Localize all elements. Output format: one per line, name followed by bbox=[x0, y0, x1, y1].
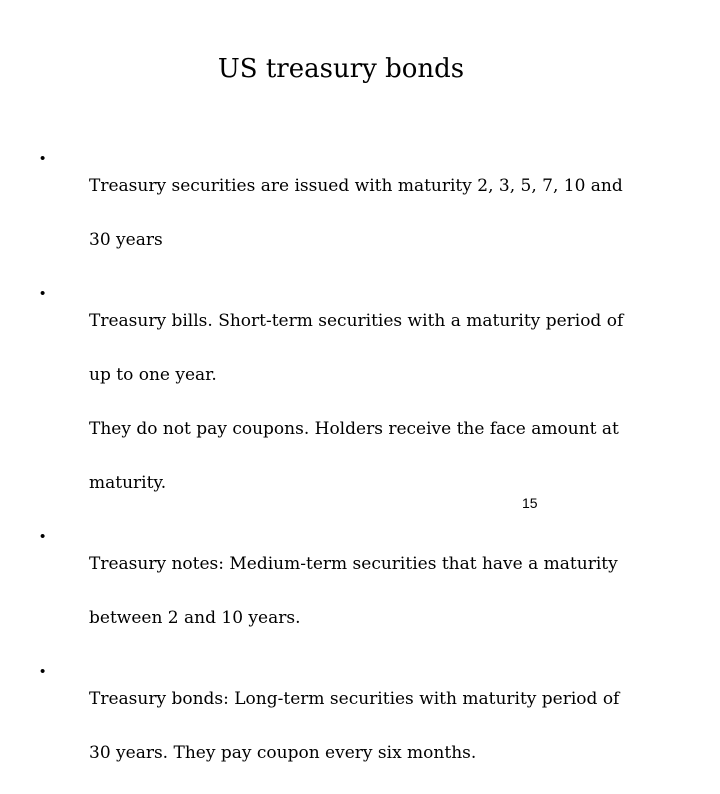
slide-title: US treasury bonds bbox=[217, 54, 465, 84]
bullet-line: They do not pay coupons. Holders receive the face amount at bbox=[89, 419, 619, 439]
bullet-text bbox=[89, 146, 640, 281]
bullet-marker: • bbox=[40, 528, 46, 545]
bullet-line: 30 years bbox=[89, 230, 163, 250]
bullet-list bbox=[40, 146, 640, 794]
bullet-marker: • bbox=[40, 285, 46, 302]
bullet-item bbox=[40, 281, 640, 524]
bullet-text bbox=[89, 524, 640, 659]
bullet-item bbox=[40, 659, 640, 794]
bullet-line: Treasury bonds: Long-term securities with maturity period of bbox=[89, 689, 620, 709]
bullet-marker: • bbox=[40, 150, 46, 167]
page-number: 15 bbox=[522, 495, 538, 511]
bullet-text bbox=[89, 659, 640, 794]
bullet-line: Treasury securities are issued with maturity 2, 3, 5, 7, 10 and bbox=[89, 176, 623, 196]
bullet-item bbox=[40, 146, 640, 281]
bullet-item bbox=[40, 524, 640, 659]
bullet-line: up to one year. bbox=[89, 365, 217, 385]
bullet-marker: • bbox=[40, 663, 46, 680]
bullet-line: Treasury bills. Short-term securities with a maturity period of bbox=[89, 311, 624, 331]
bullet-line: Treasury notes: Medium-term securities that have a maturity bbox=[89, 554, 618, 574]
bullet-line: 30 years. They pay coupon every six months. bbox=[89, 743, 477, 763]
bullet-line: maturity. bbox=[89, 473, 167, 493]
bullet-line: between 2 and 10 years. bbox=[89, 608, 301, 628]
bullet-text bbox=[89, 281, 640, 524]
